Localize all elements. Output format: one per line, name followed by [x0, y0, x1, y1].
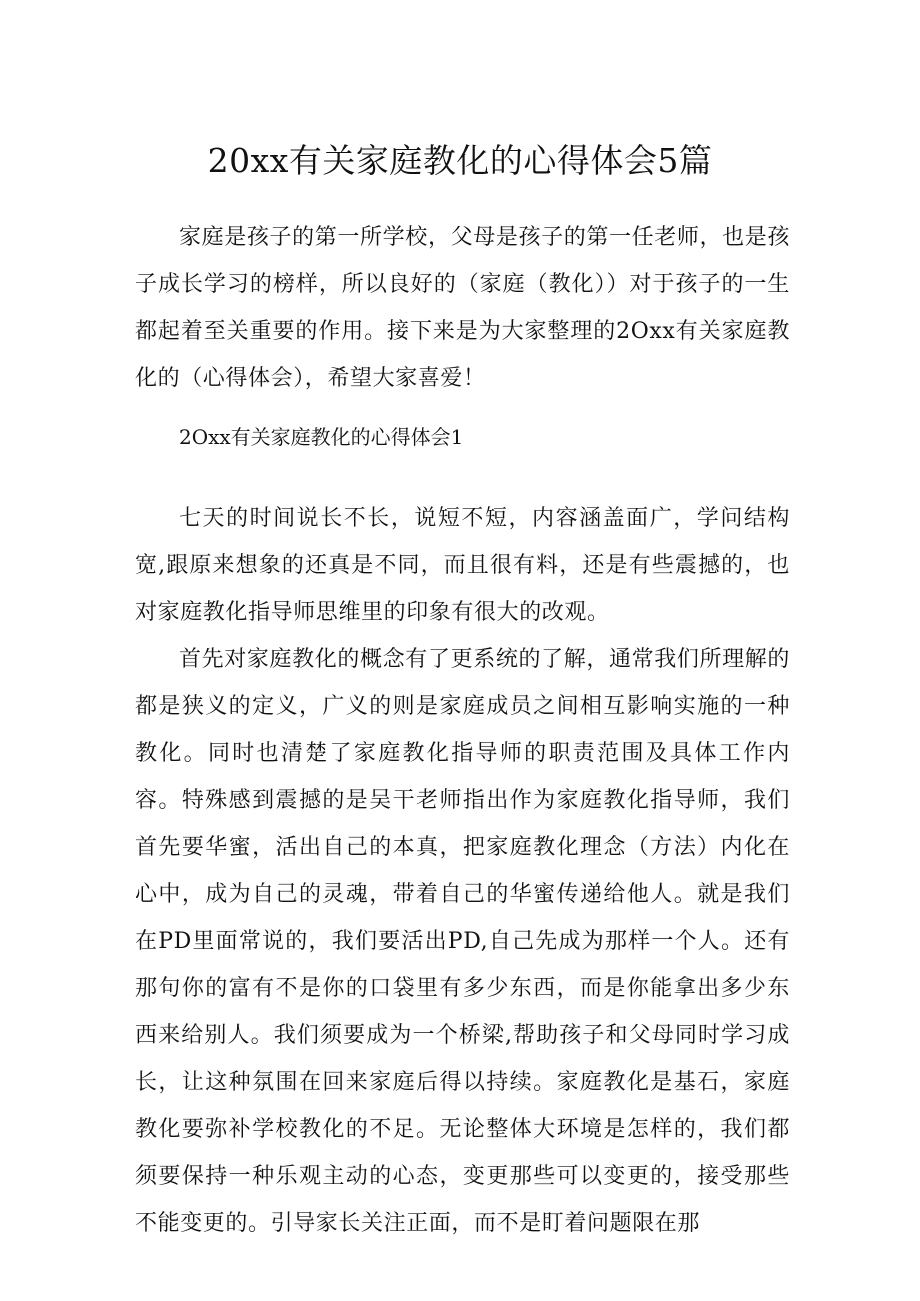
- intro-paragraph: 家庭是孩子的第一所学校，父母是孩子的第一任老师，也是孩子成长学习的榜样，所以良好的（家庭（教化））对于孩子的一生都起着至关重要的作用。接下来是为大家整理的2Oxx有关家庭教化的（心得体会），希望大家喜爱！: [135, 225, 790, 391]
- body-paragraph: 首先对家庭教化的概念有了更系统的了解，通常我们所理解的都是狭义的定义，广义的则是家庭成员之间相互影响实施的一种教化。同时也清楚了家庭教化指导师的职责范围及具体工作内容。特殊感到震撼的是吴干老师指出作为家庭教化指导师，我们首先要华蜜，活出自己的本真，把家庭教化理念（方法）内化在心中，成为自己的灵魂，带着自己的华蜜传递给他人。就是我们在PD里面常说的，我们要活出PD,自己先成为那样一个人。还有那句你的富有不是你的口袋里有多少东西，而是你能拿出多少东西来给别人。我们须要成为一个桥梁,帮助孩子和父母同时学习成长，让这种氛围在回来家庭后得以持续。家庭教化是基石，家庭教化要弥补学校教化的不足。无论整体大环境是怎样的，我们都须要保持一种乐观主动的心态，变更那些可以变更的，接受那些不能变更的。引导家长关注正面，而不是盯着问题限在那: [135, 647, 790, 1236]
- body-paragraph: 七天的时间说长不长，说短不短，内容涵盖面广，学问结构宽,跟原来想象的还真是不同，而且很有料，还是有些震撼的，也对家庭教化指导师思维里的印象有很大的改观。: [135, 506, 790, 625]
- section-heading: 2Oxx有关家庭教化的心得体会1: [179, 425, 464, 449]
- document-title: 20xx有关家庭教化的心得体会5篇: [207, 141, 713, 180]
